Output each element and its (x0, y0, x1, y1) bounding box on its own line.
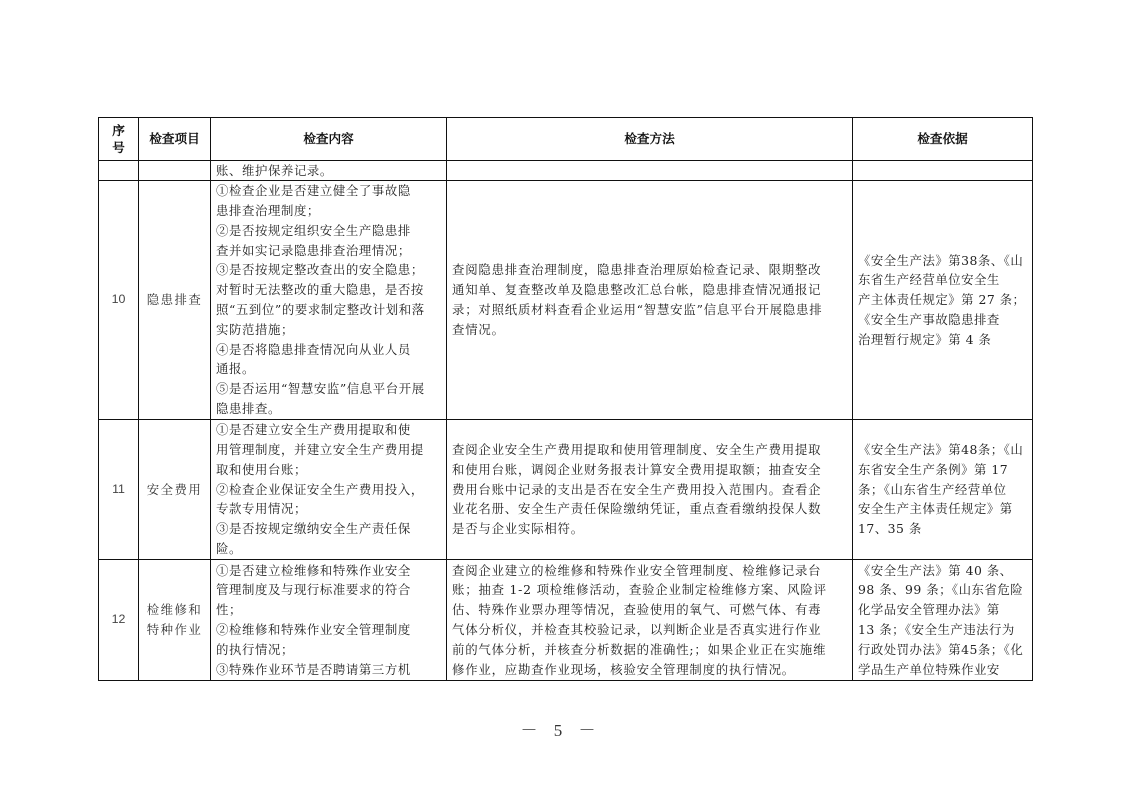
cell-content (211, 420, 447, 560)
item-line: 隐患排查 (146, 292, 203, 308)
page-number: － 5 － (520, 721, 602, 740)
cell-basis (853, 560, 1033, 681)
content-line: 的执行情况； (216, 641, 294, 657)
method-line: 和使用台账，调阅企业财务报表计算安全费用提取额；抽查安全 (452, 461, 822, 477)
content-line: ①是否建立安全生产费用提取和使 (216, 422, 411, 438)
basis-line: 17、35 条 (858, 521, 922, 537)
cell-no (99, 161, 139, 181)
item-line: 特种作业 (146, 622, 203, 637)
basis-line: 东省生产经营单位安全生 (858, 272, 1000, 288)
content-line: ③是否按规定整改查出的安全隐患； (216, 262, 424, 278)
content-line: ②检查企业保证安全生产费用投入， (216, 481, 424, 497)
cell-content (211, 560, 447, 681)
basis-line: 《安全生产法》第 40 条、 (858, 562, 1013, 578)
method-line: 通知单、复查整改单及隐患整改汇总台帐，隐患排查情况通报记 (452, 282, 822, 298)
cell-item (139, 420, 211, 560)
cell-method (447, 560, 853, 681)
basis-line: 东省安全生产条例》第 17 (858, 461, 1009, 477)
basis-line: 《安全生产法》第48条；《山 (858, 442, 1024, 457)
content-line: 查并如实记录隐患排查治理情况； (216, 242, 411, 258)
cell-content (211, 181, 447, 420)
content-line: ②检维修和特殊作业安全管理制度 (216, 622, 411, 637)
cell-basis (853, 161, 1033, 181)
basis-line: 98 条、99 条；《山东省危险 (858, 582, 1024, 598)
cell-item (139, 560, 211, 681)
basis-line: 化学品安全管理办法》第 (858, 602, 1000, 618)
method-line: 查阅隐患排查治理制度，隐患排查治理原始检查记录、限期整改 (452, 262, 822, 278)
basis-line: 《安全生产事故隐患排查 (858, 311, 1000, 327)
method-line: 查阅企业安全生产费用提取和使用管理制度、安全生产费用提取 (452, 442, 822, 457)
cell-basis (853, 181, 1033, 420)
header-serial-number (99, 118, 139, 161)
cell-no: 11 (99, 420, 139, 560)
method-line: 查阅企业建立的检维修和特殊作业安全管理制度、检维修记录台 (452, 562, 822, 578)
method-line: 修作业，应勘查作业现场，核验安全管理制度的执行情况。 (452, 661, 795, 677)
table-row (99, 420, 1033, 560)
content-line: ①是否建立检维修和特殊作业安全 (216, 562, 411, 578)
method-line: 估、特殊作业票办理等情况，查验使用的氧气、可燃气体、有毒 (452, 602, 822, 618)
content-line: 性； (216, 602, 242, 618)
content-line: ④是否将隐患排查情况向从业人员 (216, 341, 411, 357)
method-line: 前的气体分析，并核查分析数据的准确性;；如果企业正在实施维 (452, 641, 827, 657)
table-row (99, 181, 1033, 420)
cell-method (447, 181, 853, 420)
basis-line: 13 条；《安全生产违法行为 (858, 622, 1015, 637)
header-inspection-content: 检查内容 (211, 118, 447, 161)
table-row (99, 560, 1033, 681)
header-inspection-item: 检查项目 (139, 118, 211, 161)
content-line: 实防范措施； (216, 321, 294, 337)
cell-method (447, 161, 853, 181)
basis-line: 安全生产主体责任规定》第 (858, 501, 1013, 517)
content-line: ②是否按规定组织安全生产隐患排 (216, 222, 411, 238)
header-serial-line2: 号 (112, 140, 125, 155)
content-line: 隐患排查。 (216, 400, 281, 416)
table-row-continuation (99, 161, 1033, 181)
content-line: 患排查治理制度； (216, 203, 320, 219)
content-line: 专款专用情况； (216, 501, 307, 517)
item-line: 检维修和 (146, 602, 203, 618)
header-inspection-basis: 检查依据 (853, 118, 1033, 161)
basis-line: 学品生产单位特殊作业安 (858, 661, 1000, 677)
cell-no: 10 (99, 181, 139, 420)
content-line: 取和使用台账； (216, 461, 307, 477)
basis-line: 《安全生产法》第38条、《山 (858, 252, 1024, 268)
method-line: 气体分析仪，并检查其校验记录，以判断企业是否真实进行作业 (452, 622, 822, 637)
content-line: ①检查企业是否建立健全了事故隐 (216, 183, 411, 199)
cell-basis (853, 420, 1033, 560)
basis-line: 行政处罚办法》第45条；《化 (858, 641, 1024, 657)
cell-method (447, 420, 853, 560)
method-line: 业花名册、安全生产责任保险缴纳凭证，重点查看缴纳投保人数 (452, 501, 822, 517)
inspection-table (98, 117, 1033, 681)
content-line: 险。 (216, 540, 242, 556)
header-inspection-method: 检查方法 (447, 118, 853, 161)
content-line: ③是否按规定缴纳安全生产责任保 (216, 521, 411, 537)
method-line: 是否与企业实际相符。 (452, 521, 584, 537)
content-line: 对暂时无法整改的重大隐患，是否按 (216, 282, 424, 298)
content-line: ⑤是否运用“智慧安监”信息平台开展 (216, 381, 425, 397)
content-line: ③特殊作业环节是否聘请第三方机 (216, 661, 411, 677)
cell-item (139, 161, 211, 181)
method-line: 查情况。 (452, 321, 505, 337)
basis-line: 治理暂行规定》第 4 条 (858, 331, 992, 347)
content-line: 照“五到位”的要求制定整改计划和落 (216, 302, 425, 317)
method-line: 录；对照纸质材料查看企业运用“智慧安监”信息平台开展隐患排 (452, 302, 823, 317)
header-serial-line1: 序 (112, 123, 125, 138)
item-line: 安全费用 (146, 481, 203, 497)
basis-line: 产主体责任规定》第 27 条； (858, 292, 1026, 308)
table-header-row (99, 118, 1033, 161)
method-line: 账；抽查 1-2 项检维修活动，查验企业制定检维修方案、风险评 (452, 582, 827, 598)
method-line: 费用台账中记录的支出是否在安全生产费用投入范围内。查看企 (452, 481, 822, 497)
content-line: 通报。 (216, 361, 255, 377)
content-line: 用管理制度，并建立安全生产费用提 (216, 442, 424, 457)
cell-content: 账、维护保养记录。 (211, 161, 447, 181)
content-line: 管理制度及与现行标准要求的符合 (216, 582, 411, 598)
cell-no: 12 (99, 560, 139, 681)
basis-line: 条；《山东省生产经营单位 (858, 481, 1007, 497)
cell-item (139, 181, 211, 420)
